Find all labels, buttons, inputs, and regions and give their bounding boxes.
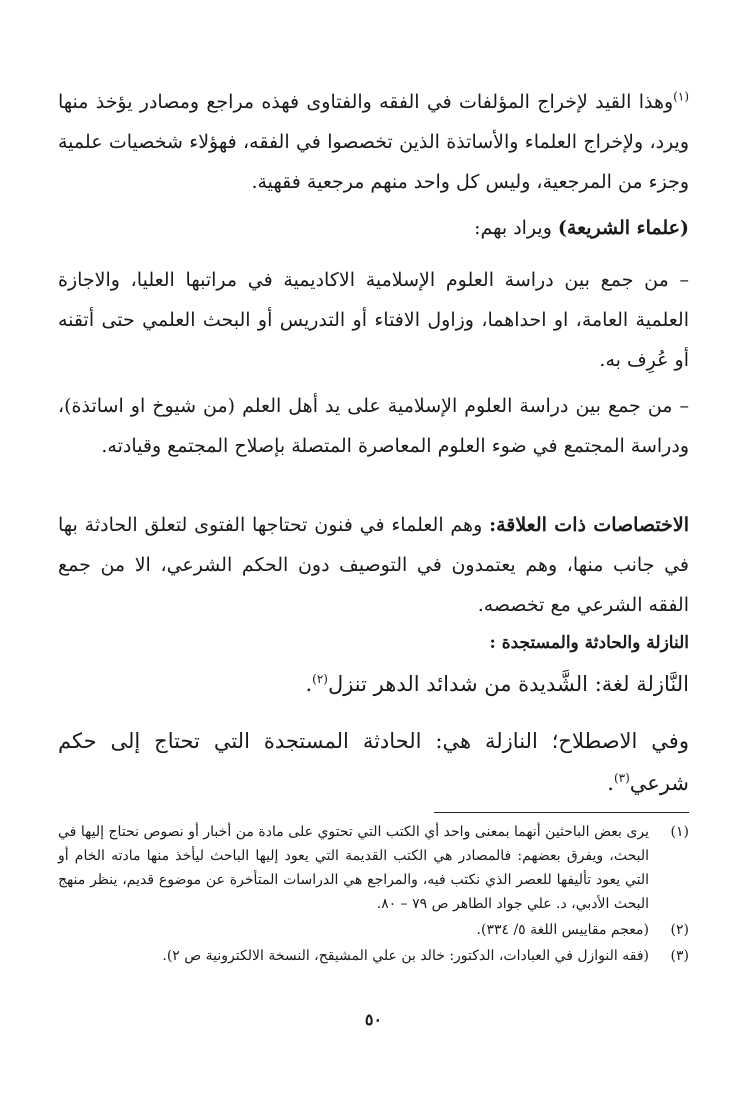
footnote-separator — [434, 812, 689, 813]
footnote-marker-1: (١) — [673, 89, 689, 104]
footnote-marker-3: (٣) — [613, 771, 630, 785]
paragraph-nazila-linguistic-text: النَّازلة لغة: الشَّديدة من شدائد الدهر تنزل — [327, 672, 689, 696]
term-related-specialties: الاختصاصات ذات العلاقة: — [489, 514, 689, 536]
paragraph-nazila-technical-text: وفي الاصطلاح؛ النازلة هي: الحادثة المستجدة التي تحتاج إلى حكم شرعي — [58, 729, 689, 795]
footnote-text: (فقه النوازل في العبادات، الدكتور: خالد بن علي المشيقح، النسخة الالكترونية ص ٢). — [162, 948, 649, 964]
footnote-number: (٢) — [670, 922, 689, 938]
section-heading-nazila: النازلة والحادثة والمستجدة : — [489, 633, 689, 653]
footnote-text: (معجم مقاييس اللغة ٥/ ٣٣٤). — [476, 922, 649, 938]
sentence-end: . — [607, 771, 614, 795]
footnote-marker-2: (٢) — [312, 672, 328, 686]
term-sharia-scholars: (علماء الشريعة) — [557, 217, 689, 239]
page-number: ٥٠ — [364, 1010, 383, 1029]
paragraph-sharia-scholars-intro — [58, 208, 689, 248]
paragraph-sharia-scholars-text: ويراد بهم: — [474, 217, 558, 239]
footnote-number: (١) — [670, 824, 689, 840]
bullet-traditional-scholars: – من جمع بين دراسة العلوم الإسلامية على يد أهل العلم (من شيوخ او اساتذة)، ودراسة المجتمع في ضوء العلوم المعاصرة المتصلة بإصلاح المجتمع وقيادته. — [58, 395, 689, 457]
paragraph-related-specialties-text: وهم العلماء في فنون تحتاجها الفتوى لتعلق الحادثة بها في جانب منها، وهم يعتمدون في التوصيف دون الحكم الشرعي، الا من جمع الفقه الشرعي مع تخصصه. — [58, 514, 689, 616]
paragraph-related-specialties — [58, 505, 689, 625]
footnotes — [58, 820, 689, 968]
footnote-text: يرى بعض الباحثين أنهما بمعنى واحد أي الكتب التي تحتوي على مادة من أخبار أو نصوص نحتاج إليها في البحث، ويفرق بعضهم: فالمصادر هي الكتب القديمة التي يعود إليها الباحث ليأخذ منها مادته الخام أو التي يعود تأليفها للعصر الذي نكتب فيه، والمراجع هي الدراسات المتأخرة عن موضوع قديم، ينظر منهج البحث الأدبي، د. علي جواد الطاهر ص ٧٩ – ٨٠. — [58, 824, 649, 912]
footnote-number: (٣) — [670, 948, 689, 964]
paragraph-references-text: وهذا القيد لإخراج المؤلفات في الفقه والفتاوى فهذه مراجع ومصادر يؤخذ منها ويرد، ولإخراج العلماء والأساتذة الذين تخصصوا في الفقه، فهؤلاء شخصيات علمية وجزء من المرجعية، وليس كل واحد منهم مرجعية فقهية. — [58, 91, 689, 193]
paragraph-nazila-technical — [58, 720, 689, 804]
sentence-end: . — [305, 672, 313, 696]
paragraph-nazila-linguistic — [58, 664, 689, 704]
footnote-item — [58, 944, 689, 968]
bullet-academic-scholars: – من جمع بين دراسة العلوم الإسلامية الاكاديمية في مراتبها العليا، والاجازة العلمية العامة، او احداهما، وزاول الافتاء أو التدريس أو البحث العلمي حتى أتقنه أو عُرِف به. — [58, 269, 689, 371]
paragraph-references — [58, 82, 689, 202]
footnote-item — [58, 918, 689, 942]
footnote-item — [58, 820, 689, 916]
